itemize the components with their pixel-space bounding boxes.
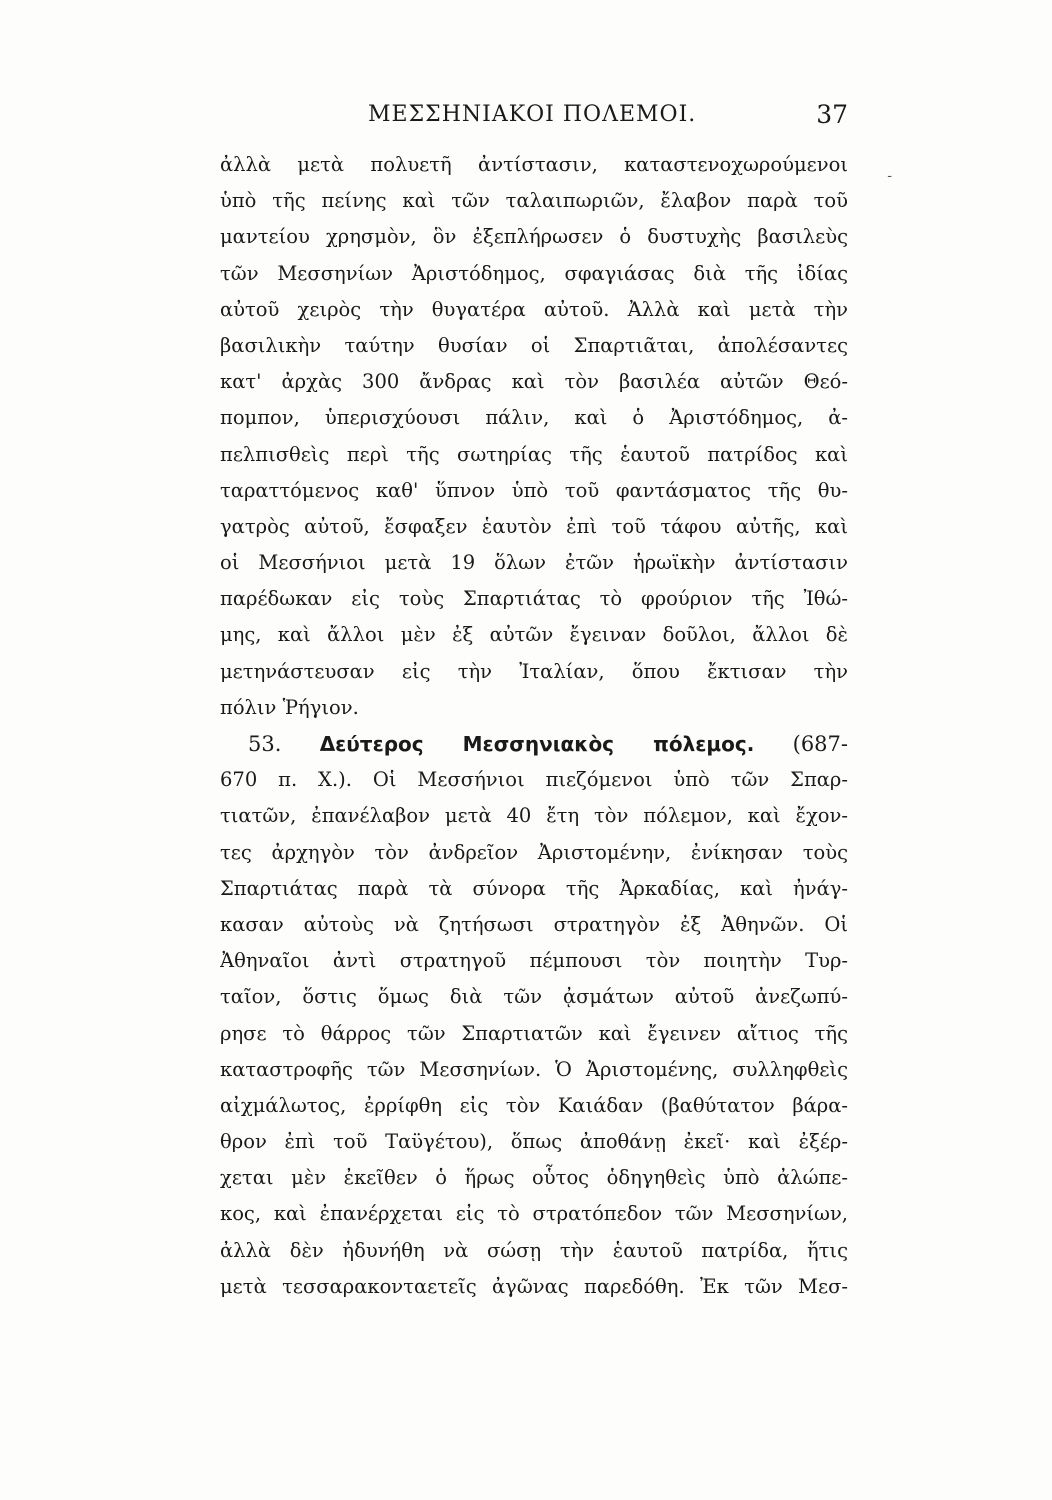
- text-line: θρον ἐπὶ τοῦ Ταϋγέτου), ὅπως ἀποθάνῃ ἐκεῖ· καὶ ἐξέρ-: [220, 1130, 848, 1154]
- text-line: μης, καὶ ἄλλοι μὲν ἐξ αὐτῶν ἔγειναν δοῦλοι, ἄλλοι δὲ: [220, 623, 848, 647]
- text-line: μετὰ τεσσαρακονταετεῖς ἀγῶνας παρεδόθη. Ἐκ τῶν Μεσ-: [220, 1274, 848, 1298]
- text-line: μετηνάστευσαν εἰς τὴν Ἰταλίαν, ὅπου ἔκτισαν τὴν: [220, 659, 848, 683]
- text-line: ρησε τὸ θάρρος τῶν Σπαρτιατῶν καὶ ἔγεινεν αἴτιος τῆς: [220, 1021, 848, 1045]
- text-line: ταῖον, ὅστις ὅμως διὰ τῶν ᾀσμάτων αὐτοῦ ἀνεζωπύ-: [220, 985, 848, 1009]
- text-line: μαντείου χρησμὸν, ὃν ἐξεπλήρωσεν ὁ δυστυχὴς βασιλεὺς: [220, 225, 848, 249]
- text-line: κατ' ἀρχὰς 300 ἄνδρας καὶ τὸν βασιλέα αὐτῶν Θεό-: [220, 370, 848, 394]
- text-line: οἱ Μεσσήνιοι μετὰ 19 ὅλων ἐτῶν ἡρωϊκὴν ἀντίστασιν: [220, 551, 848, 575]
- text-line: αἰχμάλωτος, ἐρρίφθη εἰς τὸν Καιάδαν (βαθύτατον βάρα-: [220, 1093, 848, 1117]
- text-line: τιατῶν, ἐπανέλαβον μετὰ 40 ἔτη τὸν πόλεμον, καὶ ἔχον-: [220, 804, 848, 828]
- section-title: Δεύτερος Μεσσηνιακὸς πόλεμος.: [319, 732, 755, 756]
- text-line: τῶν Μεσσηνίων Ἀριστόδημος, σφαγιάσας διὰ τῆς ἰδίας: [220, 261, 848, 285]
- text-line: πελπισθεὶς περὶ τῆς σωτηρίας τῆς ἑαυτοῦ πατρίδος καὶ: [220, 442, 848, 466]
- text-line: ταραττόμενος καθ' ὕπνον ὑπὸ τοῦ φαντάσματος τῆς θυ-: [220, 478, 848, 502]
- text-line: ὑπὸ τῆς πείνης καὶ τῶν ταλαιπωριῶν, ἔλαβον παρὰ τοῦ: [220, 189, 848, 213]
- text-line: 670 π. Χ.). Οἱ Μεσσήνιοι πιεζόμενοι ὑπὸ τῶν Σπαρ-: [220, 768, 848, 792]
- text-line: ἀλλὰ μετὰ πολυετῆ ἀντίστασιν, καταστενοχωρούμενοι: [220, 153, 848, 176]
- section-dates: (687-: [792, 732, 848, 756]
- text-line: κος, καὶ ἐπανέρχεται εἰς τὸ στρατόπεδον τῶν Μεσσηνίων,: [220, 1202, 848, 1226]
- margin-mark: -: [887, 168, 892, 184]
- section-number: 53.: [248, 732, 282, 756]
- text-line: καταστροφῆς τῶν Μεσσηνίων. Ὁ Ἀριστομένης, συλληφθεὶς: [220, 1057, 848, 1081]
- text-line: γατρὸς αὐτοῦ, ἔσφαξεν ἑαυτὸν ἐπὶ τοῦ τάφου αὐτῆς, καὶ: [220, 514, 848, 538]
- text-line: Ἀθηναῖοι ἀντὶ στρατηγοῦ πέμπουσι τὸν ποιητὴν Τυρ-: [220, 949, 848, 973]
- page-body: [220, 147, 848, 1305]
- text-line: παρέδωκαν εἰς τοὺς Σπαρτιάτας τὸ φρούριον τῆς Ἰθώ-: [220, 587, 848, 611]
- text-line: βασιλικὴν ταύτην θυσίαν οἱ Σπαρτιᾶται, ἀπολέσαντες: [220, 333, 848, 357]
- text-line: πόλιν Ῥήγιον.: [220, 695, 359, 719]
- text-line: ἀλλὰ δὲν ἠδυνήθη νὰ σώσῃ τὴν ἑαυτοῦ πατρίδα, ἥτις: [220, 1238, 848, 1262]
- text-line: χεται μὲν ἐκεῖθεν ὁ ἥρως οὗτος ὁδηγηθεὶς ὑπὸ ἀλώπε-: [220, 1166, 848, 1190]
- section-heading-line: [220, 726, 848, 762]
- text-line: πομπον, ὑπερισχύουσι πάλιν, καὶ ὁ Ἀριστόδημος, ἀ-: [220, 406, 848, 430]
- page-number: 37: [816, 100, 848, 129]
- running-title: ΜΕΣΣΗΝΙΑΚΟΙ ΠΟΛΕΜΟΙ.: [368, 102, 697, 127]
- page-header: [220, 96, 848, 136]
- text-line: τες ἀρχηγὸν τὸν ἀνδρεῖον Ἀριστομένην, ἐνίκησαν τοὺς: [220, 840, 848, 864]
- text-line: Σπαρτιάτας παρὰ τὰ σύνορα τῆς Ἀρκαδίας, καὶ ἠνάγ-: [220, 876, 848, 900]
- text-line: κασαν αὐτοὺς νὰ ζητήσωσι στρατηγὸν ἐξ Ἀθηνῶν. Οἱ: [220, 912, 848, 936]
- text-line: αὐτοῦ χειρὸς τὴν θυγατέρα αὐτοῦ. Ἀλλὰ καὶ μετὰ τὴν: [220, 297, 848, 321]
